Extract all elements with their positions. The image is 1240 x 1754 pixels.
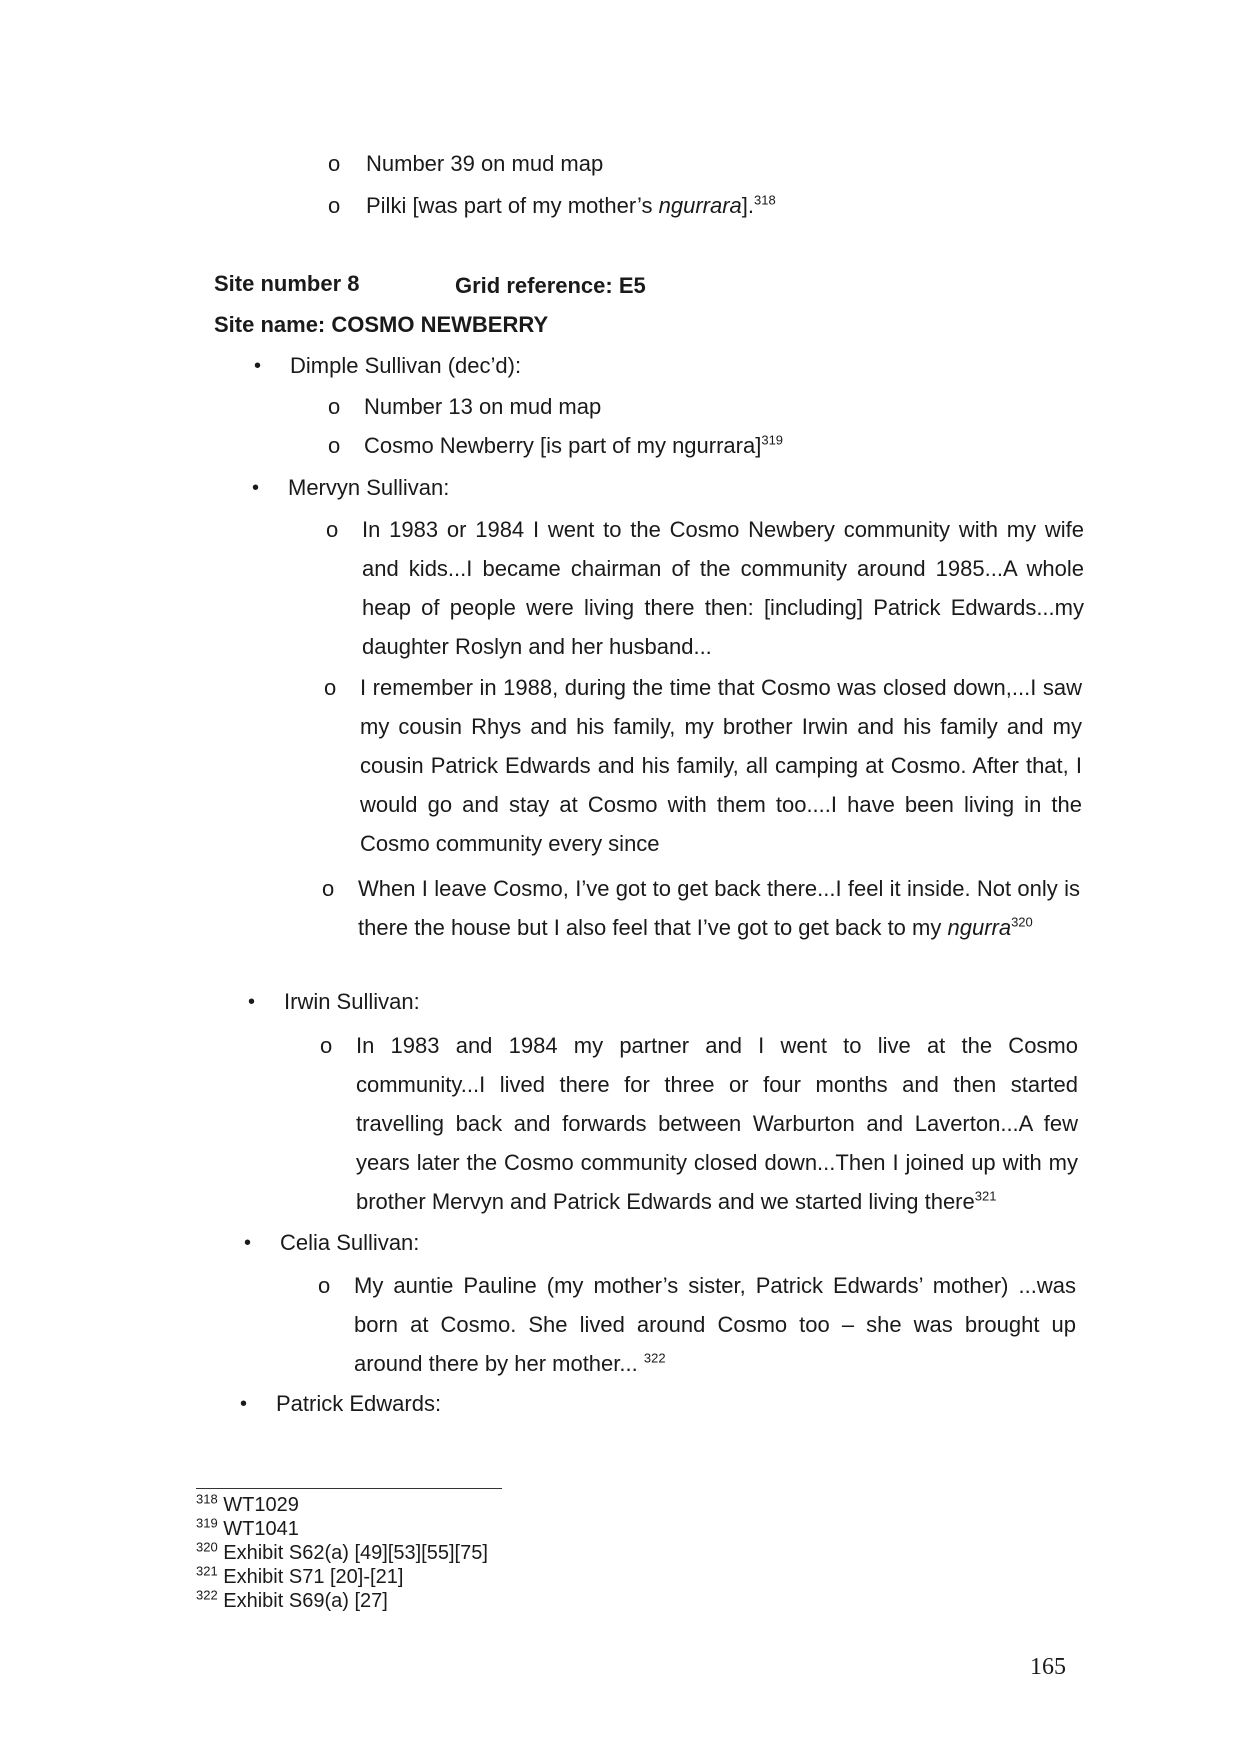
testimony-paragraph: In 1983 or 1984 I went to the Cosmo Newbery community with my wife and kids...I became chairman of the community around 1985...A whole heap of people were living there then: [including] Patrick Edwards...my daughter Roslyn and her husband... [362, 517, 1084, 659]
site-number: Site number 8 [214, 271, 360, 296]
list-item: Number 13 on mud map [364, 394, 602, 419]
bullet-icon: • [244, 1232, 252, 1254]
footnote-ref: 322 [643, 1350, 666, 1366]
footnote: $^{320}$ Exhibit S62(a) [49][53][55][75] [196, 1539, 488, 1564]
grid-reference: Grid reference: E5 [455, 273, 646, 298]
footnote-ref: 319 [761, 432, 784, 448]
circle-bullet-icon: o [328, 394, 341, 419]
circle-bullet-icon: o [328, 433, 341, 458]
bullet-icon: • [252, 477, 260, 499]
page-number: 165 [1030, 1654, 1066, 1680]
circle-bullet-icon: o [318, 1273, 331, 1298]
circle-bullet-icon: o [322, 876, 335, 901]
speaker-name: Irwin Sullivan: [284, 989, 420, 1014]
footnote: $^{321}$ Exhibit S71 [20]-[21] [196, 1563, 404, 1588]
circle-bullet-icon: o [324, 675, 337, 700]
bullet-icon: • [240, 1393, 248, 1415]
speaker-name: Mervyn Sullivan: [288, 475, 450, 500]
bullet-icon: • [248, 991, 256, 1013]
speaker-name: Dimple Sullivan (dec’d): [290, 353, 522, 378]
circle-bullet-icon: o [326, 517, 339, 542]
footnote-ref: 320 [1011, 914, 1033, 930]
footnote-ref: 318 [754, 192, 776, 208]
list-item: Cosmo Newberry [is part of my ngurrara]$^{319}$ [364, 432, 784, 458]
bullet-icon: • [254, 355, 262, 377]
footnote-ref: 321 [974, 1188, 997, 1204]
testimony-paragraph: I remember in 1988, during the time that Cosmo was closed down,...I saw my cousin Rhys and his family, my brother Irwin and his family and my cousin Patrick Edwards and his family, all camping at Cosmo. After that, I would go and stay at Cosmo with them too....I have been living in the Cosmo community every since [360, 675, 1082, 856]
footnote: $^{322}$ Exhibit S69(a) [27] [196, 1587, 388, 1612]
testimony-paragraph: My auntie Pauline (my mother’s sister, Patrick Edwards’ mother) ...was born at Cosmo. She lived around Cosmo too – she was brought up around there by her mother... $^{322}$ [354, 1273, 1076, 1376]
circle-bullet-icon: o [328, 193, 341, 218]
testimony-paragraph: In 1983 and 1984 my partner and I went to live at the Cosmo community...I lived there for three or four months and then started travelling back and forwards between Warburton and Laverton...A few years later the Cosmo community closed down...Then I joined up with my brother Mervyn and Patrick Edwards and we started living there$^{321}$ [356, 1033, 1078, 1214]
speaker-name: Patrick Edwards: [276, 1391, 442, 1416]
site-name: Site name: COSMO NEWBERRY [214, 312, 549, 337]
speaker-name: Celia Sullivan: [280, 1230, 420, 1255]
circle-bullet-icon: o [320, 1033, 333, 1058]
list-item: Pilki [was part of my mother’s ngurrara].$^{318}$ [366, 192, 776, 218]
footnote: $^{318}$ WT1029 [196, 1491, 299, 1516]
testimony-paragraph: When I leave Cosmo, I’ve got to get back there...I feel it inside. Not only is there the house but I also feel that I’ve got to get back to my ngurra$^{320}$ [358, 876, 1080, 940]
footnote-divider [196, 1488, 502, 1489]
circle-bullet-icon: o [328, 151, 341, 176]
footnote: $^{319}$ WT1041 [196, 1515, 299, 1540]
list-item: Number 39 on mud map [366, 151, 604, 176]
